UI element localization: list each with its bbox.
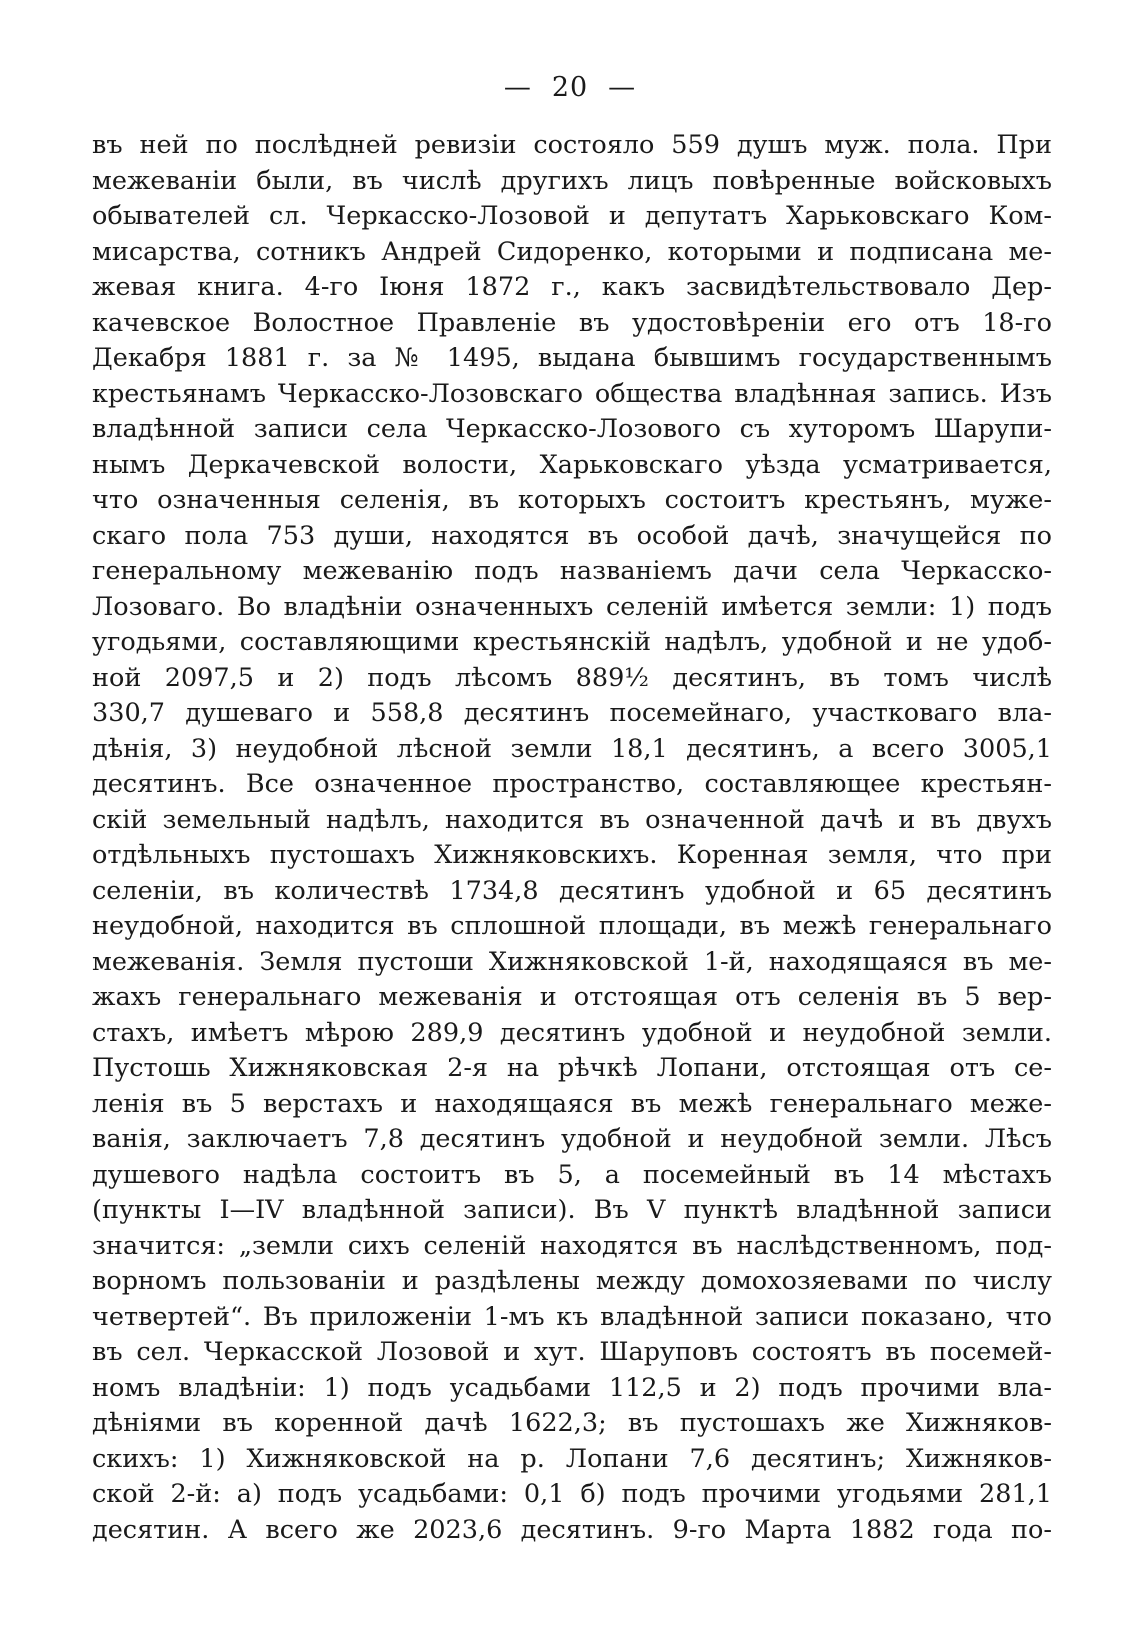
- text-line: мисарства, сотникъ Андрей Сидоренко, которыми и подписана ме-: [92, 236, 1052, 267]
- text-line: душевого надѣла состоитъ въ 5, а посемейный въ 14 мѣстахъ: [92, 1159, 1052, 1190]
- text-line: дѣнія, 3) неудобной лѣсной земли 18,1 десятинъ, а всего 3005,1: [92, 733, 1052, 764]
- text-line: четвертей“. Въ приложеніи 1-мъ къ владѣнной записи показано, что: [92, 1301, 1052, 1332]
- text-line: крестьянамъ Черкасско-Лозовскаго общества владѣнная запись. Изъ: [92, 378, 1052, 409]
- text-line: жахъ генеральнаго межеванія и отстоящая отъ селенія въ 5 вер-: [92, 982, 1052, 1012]
- text-line: 330,7 душеваго и 558,8 десятинъ посемейнаго, участковаго вла-: [92, 698, 1052, 728]
- text-line: ленія въ 5 верстахъ и находящаяся въ межѣ генеральнаго меже-: [92, 1088, 1052, 1119]
- text-line: десятин. А всего же 2023,6 десятинъ. 9-го Марта 1882 года по-: [92, 1514, 1052, 1545]
- text-line: значится: „земли сихъ селеній находятся въ наслѣдственномъ, под-: [92, 1230, 1052, 1261]
- text-line: что означенныя селенія, въ которыхъ состоитъ крестьянъ, муже-: [92, 485, 1052, 515]
- text-line: межеванія. Земля пустоши Хижняковской 1-й, находящаяся въ ме-: [92, 946, 1052, 977]
- page-number-dash-right: —: [608, 72, 637, 103]
- text-line: ской 2-й: а) подъ усадьбами: 0,1 б) подъ прочими угодьями 281,1: [92, 1479, 1052, 1509]
- text-line: десятинъ. Все означенное пространство, составляющее крестьян-: [92, 769, 1052, 799]
- text-line: владѣнной записи села Черкасско-Лозового съ хуторомъ Шарупи-: [92, 414, 1052, 444]
- text-line: Декабря 1881 г. за № 1495, выдана бывшимъ государственнымъ: [92, 343, 1052, 373]
- text-line: въ сел. Черкасской Лозовой и хут. Шаруповъ состоятъ въ посемей-: [92, 1337, 1052, 1367]
- text-line: селеніи, въ количествѣ 1734,8 десятинъ удобной и 65 десятинъ: [92, 875, 1052, 906]
- text-line: отдѣльныхъ пустошахъ Хижняковскихъ. Коренная земля, что при: [92, 840, 1052, 870]
- text-line: нымъ Деркачевской волости, Харьковскаго уѣзда усматривается,: [92, 449, 1052, 480]
- text-line: Лозоваго. Во владѣніи означенныхъ селеній имѣется земли: 1) подъ: [92, 591, 1052, 622]
- text-line: скій земельный надѣлъ, находится въ означенной дачѣ и въ двухъ: [92, 804, 1052, 835]
- text-line: ванія, заключаетъ 7,8 десятинъ удобной и неудобной земли. Лѣсъ: [92, 1124, 1052, 1154]
- text-line: Пустошь Хижняковская 2-я на рѣчкѣ Лопани, отстоящая отъ се-: [92, 1053, 1052, 1083]
- text-line: скихъ: 1) Хижняковской на р. Лопани 7,6 десятинъ; Хижняков-: [92, 1443, 1052, 1474]
- text-line: въ ней по послѣдней ревизіи состояло 559 душъ муж. пола. При: [92, 130, 1052, 160]
- text-line: качевское Волостное Правленіе въ удостовѣреніи его отъ 18-го: [92, 307, 1052, 338]
- page-number: [0, 72, 1140, 103]
- body-text: [92, 128, 1052, 1548]
- text-line: угодьями, составляющими крестьянскій надѣлъ, удобной и не удоб-: [92, 627, 1052, 657]
- text-line: неудобной, находится въ сплошной площади, въ межѣ генеральнаго: [92, 911, 1052, 941]
- page-number-dash-left: —: [503, 72, 532, 103]
- text-line: ной 2097,5 и 2) подъ лѣсомъ 889½ десятинъ, въ томъ числѣ: [92, 662, 1052, 693]
- page-number-value: 20: [551, 72, 589, 103]
- text-line: жевая книга. 4-го Іюня 1872 г., какъ засвидѣтельствовало Дер-: [92, 272, 1052, 302]
- text-line: обывателей сл. Черкасско-Лозовой и депутатъ Харьковскаго Ком-: [92, 201, 1052, 231]
- text-line: межеваніи были, въ числѣ другихъ лицъ повѣренные войсковыхъ: [92, 165, 1052, 196]
- text-line: номъ владѣніи: 1) подъ усадьбами 112,5 и 2) подъ прочими вла-: [92, 1372, 1052, 1403]
- text-line: ворномъ пользованіи и раздѣлены между домохозяевами по числу: [92, 1266, 1052, 1296]
- text-line: дѣніями въ коренной дачѣ 1622,3; въ пустошахъ же Хижняков-: [92, 1408, 1052, 1438]
- text-line: скаго пола 753 души, находятся въ особой дачѣ, значущейся по: [92, 520, 1052, 551]
- text-line: генеральному межеванію подъ названіемъ дачи села Черкасско-: [92, 556, 1052, 586]
- text-line: стахъ, имѣетъ мѣрою 289,9 десятинъ удобной и неудобной земли.: [92, 1017, 1052, 1048]
- text-line: (пункты I—IV владѣнной записи). Въ V пунктѣ владѣнной записи: [92, 1195, 1052, 1225]
